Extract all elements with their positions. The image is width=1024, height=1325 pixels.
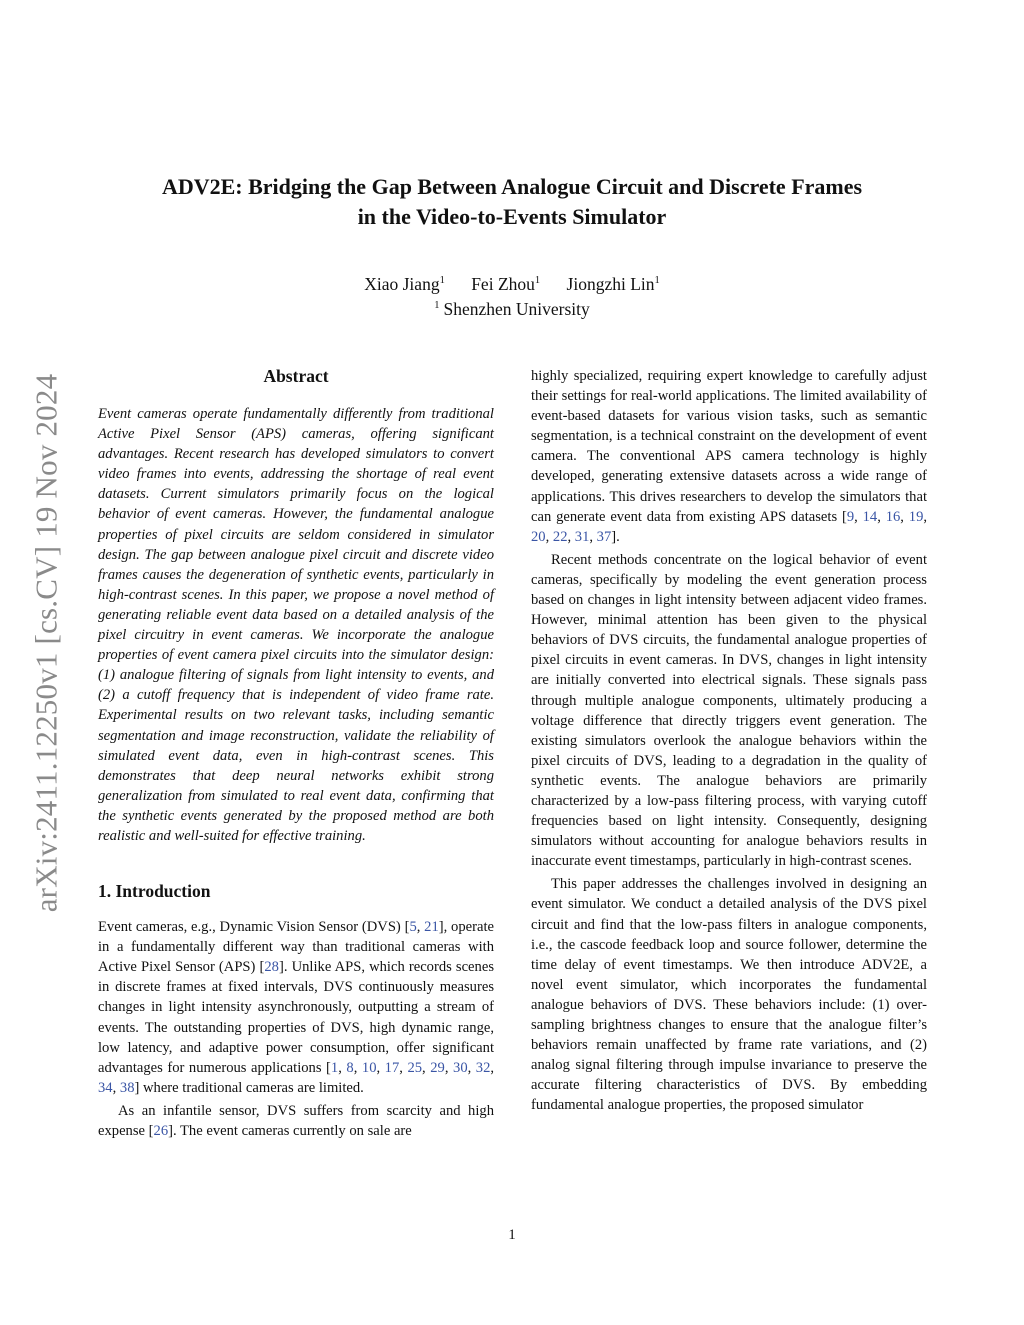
abstract-heading: Abstract [263, 366, 329, 386]
citation-link[interactable]: 17 [384, 1059, 400, 1076]
paragraph-text: As an infantile sensor, DVS suffers from scarcity and high expense [ [98, 1102, 494, 1139]
right-column [531, 366, 927, 1115]
citation-link[interactable]: 28 [264, 959, 279, 976]
paragraph-text: highly specialized, requiring expert knowledge to carefully adjust their settings for real-world applications. The limited availability of event-based datasets for various vision tasks, such as semantic segmentation, is a technical constraint on the development of event camera. The conventional APS camera technology is highly developed, generating extensive datasets across a wide range of applications. This drives researchers to develop the simulators that can generate event data from existing APS datasets [ [531, 368, 927, 525]
right-paragraph-1 [531, 366, 927, 547]
introduction-heading: 1. Introduction [98, 881, 211, 902]
author-name: Jiongzhi Lin [566, 273, 655, 294]
affiliation-mark: 1 [434, 300, 440, 311]
paragraph-text: ], operate in a fundamentally different way than traditional cameras with Active Pixel Sensor (APS) [ [98, 919, 494, 976]
affiliation [100, 293, 924, 322]
citation-link[interactable]: 29 [430, 1059, 445, 1076]
citation-separator: , [444, 1059, 454, 1076]
author-affiliation-mark: 1 [654, 275, 660, 286]
citation-link[interactable]: 21 [424, 919, 439, 936]
title-line-2: in the Video-to-Events Simulator [357, 204, 667, 229]
citation-link[interactable]: 5 [409, 919, 417, 936]
citation-separator: , [923, 508, 928, 525]
paragraph-text: ]. The event cameras currently on sale are [168, 1123, 412, 1139]
citation-link[interactable]: 14 [862, 508, 878, 525]
citation-link[interactable]: 26 [153, 1123, 169, 1139]
left-column [98, 366, 494, 1141]
citation-link[interactable]: 20 [531, 528, 546, 545]
arxiv-identifier-stamp [18, 345, 74, 940]
citation-separator: , [353, 1059, 362, 1076]
paragraph-text: ] where traditional cameras are limited. [134, 1079, 364, 1096]
citation-link[interactable]: 38 [119, 1079, 135, 1096]
citation-link[interactable]: 32 [475, 1059, 491, 1076]
citation-separator: , [490, 1059, 495, 1076]
citation-link[interactable]: 22 [552, 528, 568, 545]
citation-separator: , [467, 1059, 476, 1076]
title-line-1: ADV2E: Bridging the Gap Between Analogue Circuit and Discrete Frames [161, 174, 863, 199]
right-paragraph-3: This paper addresses the challenges involved in designing an event simulator. We conduct a detailed analysis of the DVS pixel circuit and find that the low-pass filters in analogue components, i.e., the cascode feedback loop and source follower, determine the time delay of event timestamps. We then introduce ADV2E, a novel event simulator, which incorporates the fundamental analogue behaviors of DVS. These behaviors include: (1) over-sampling brightness changes to ensure that the analogue filter’s behaviors remain unaffected by frame rate variations, and (2) analog signal filtering through impulse invariance to preserve the accurate filtering characteristics of DVS. By embedding fundamental analogue properties, the proposed simulator [531, 876, 927, 1114]
citation-separator: , [589, 528, 597, 545]
citation-link[interactable]: 19 [908, 508, 924, 525]
citation-link[interactable]: 9 [846, 508, 855, 525]
citation-link[interactable]: 30 [453, 1059, 468, 1076]
citation-separator: , [545, 528, 553, 545]
right-paragraph-2: Recent methods concentrate on the logical behavior of event cameras, specifically by modeling the event generation process based on changes in light intensity between adjacent video frames. However, minimal attention has been given to the physical behaviors of DVS circuits, the fundamental analogue properties of pixel circuits in event cameras. In DVS, changes in light intensity are initially converted into electrical signals. These signals pass through multiple analogue components, ultimately producing a voltage difference that directly triggers event generation. The existing simulators overlook the analogue behaviors within the pixel circuits of DVS, leading to a degradation in the quality of synthetic events. The analogue behaviors are primarily characterized by a low-pass filtering process, with varying cutoff frequencies based on light intensity. Consequently, designing simulators without accounting for analogue behaviors results in inaccurate event timestamps, particularly in high-contrast scenes. [531, 551, 927, 870]
citation-link[interactable]: 34 [98, 1079, 113, 1096]
citation-separator: , [877, 508, 886, 525]
author-affiliation-mark: 1 [439, 275, 445, 286]
paper-title [100, 172, 924, 232]
citation-separator: , [399, 1059, 408, 1076]
page-number: 1 [508, 1227, 516, 1243]
citation-link[interactable]: 16 [885, 508, 901, 525]
citation-separator: , [338, 1059, 347, 1076]
citation-separator: , [567, 528, 575, 545]
citation-separator: , [854, 508, 863, 525]
citation-link[interactable]: 1 [330, 1059, 339, 1076]
citation-link[interactable]: 8 [346, 1059, 354, 1076]
citation-separator: , [416, 919, 425, 936]
citation-separator: , [376, 1059, 385, 1076]
citation-separator: , [422, 1059, 431, 1076]
citation-link[interactable]: 31 [574, 528, 590, 545]
citation-link[interactable]: 10 [361, 1059, 377, 1076]
abstract-text: Event cameras operate fundamentally differently from traditional Active Pixel Sensor (APS) cameras, offering significant advantages. Recent research has developed simulators to convert video frames into events, addressing the shortage of real event datasets. Current simulators primarily focus on the logical behavior of event cameras. However, the fundamental analogue properties of pixel circuits are seldom considered in simulator design. The gap between analogue pixel circuit and discrete video frames causes the degeneration of synthetic events, particularly in high-contrast scenes. In this paper, we propose a novel method of generating reliable event data based on a detailed analysis of the pixel circuitry in event cameras. We incorporate the analogue properties of event camera pixel circuits into the simulator design: (1) analogue filtering of signals from light intensity to events, and (2) a cutoff frequency that is independent of video frame rate. Experimental results on two relevant tasks, including semantic segmentation and image reconstruction, validate the reliability of simulated event data, even in high-contrast scenes. This demonstrates that deep neural networks exhibit strong generalization from simulated to real event data, confirming that the synthetic events generated by the proposed method are both realistic and well-suited for effective training. [98, 406, 494, 844]
paragraph-text: ]. Unlike APS, which records scenes in discrete frames at fixed intervals, DVS continuously measures changes in light intensity asynchronously, outputting a stream of events. The outstanding properties of DVS, high dynamic range, low latency, and adaptive power consumption, offer significant advantages for numerous applications [ [98, 959, 494, 1076]
introduction-paragraph-1 [98, 917, 494, 1098]
author-name: Xiao Jiang [364, 273, 440, 294]
citation-separator: , [900, 508, 909, 525]
author-affiliation-mark: 1 [534, 275, 541, 286]
paragraph-text: ]. [611, 528, 620, 545]
citation-link[interactable]: 37 [596, 528, 612, 545]
author-name: Fei Zhou [471, 273, 535, 294]
citation-link[interactable]: 25 [407, 1059, 423, 1076]
introduction-paragraph-2 [98, 1101, 494, 1141]
arxiv-identifier-text: arXiv:2411.12250v1 [cs.CV] 19 Nov 2024 [28, 373, 64, 912]
affiliation-name: Shenzhen University [443, 298, 590, 319]
paragraph-text: Event cameras, e.g., Dynamic Vision Sensor (DVS) [ [98, 919, 410, 936]
citation-separator: , [112, 1079, 120, 1096]
